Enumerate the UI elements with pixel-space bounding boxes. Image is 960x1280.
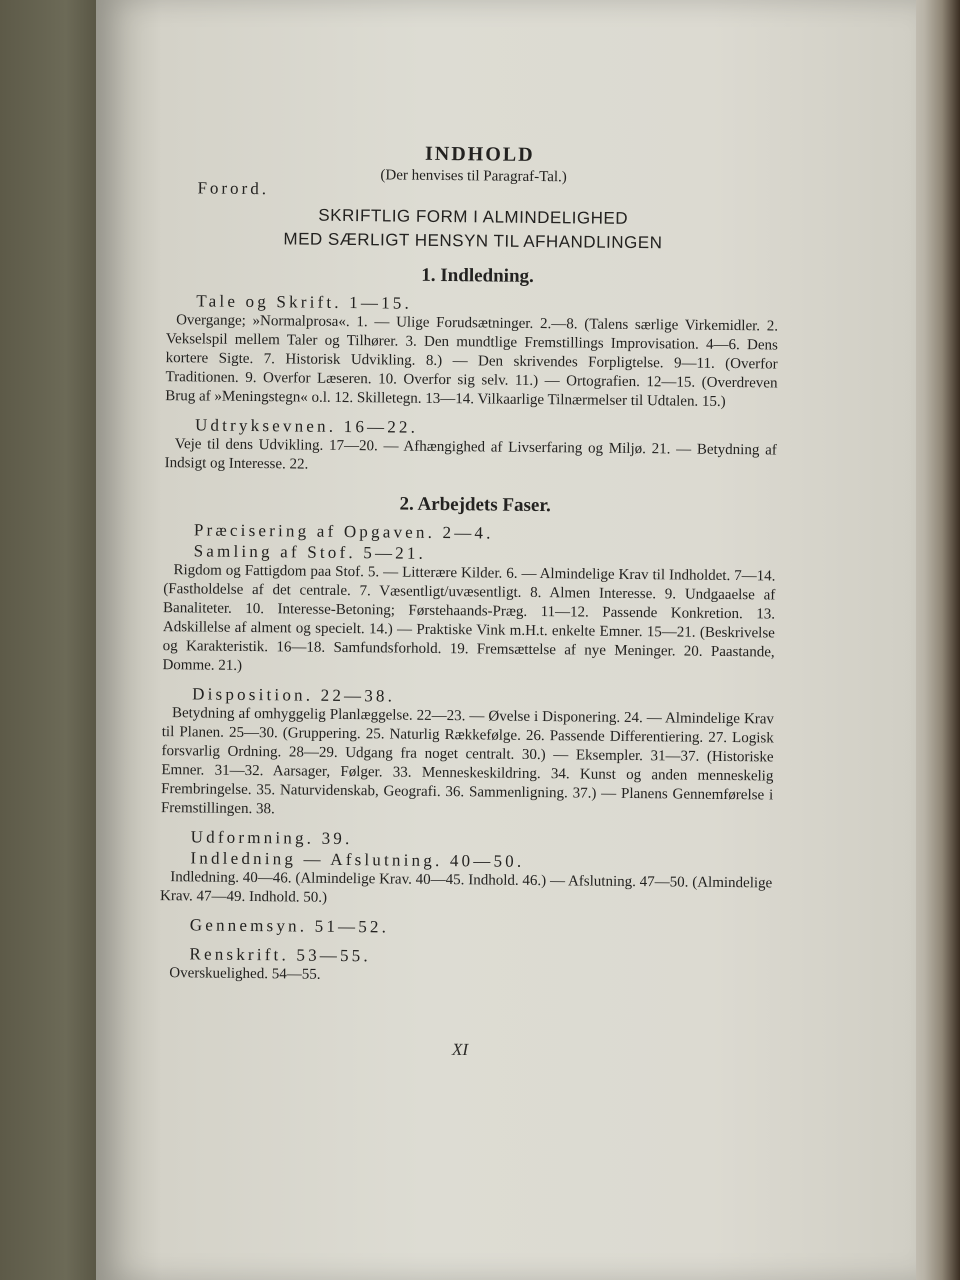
section-indledning-afslutning: Indledning — Afslutning. 40—50.	[190, 848, 525, 871]
section-tale-og-skrift-text: Overgange; »Normalprosa«. 1. — Ulige Forudsætninger. 2.—8. (Talens særlige Virkemidler. 2. Vekselspil mellem Taler og Tilhører. 3. Den mundtlige Fremstillings Improvisation. 4—6. Dens kortere Sigte. 7. Historisk Udvikling. 8.) — Den skrivendes Forpligtelse. 9—11. (Overfor Traditionen. 9. Overfor Læseren. 10. Overfor sig selv. 11.) — Ortografien. 12—15. (Overdreven Brug af »Meningstegn« o.l. 12. Skilletegn. 13—14. Vilkaarlige Tilnærmelser til Udtalen. 15.)	[165, 312, 779, 410]
section-gennemsyn: Gennemsyn. 51—52.	[189, 915, 390, 937]
part-title-line-1: SKRIFTLIG FORM I ALMINDELIGHED	[318, 205, 629, 228]
section-disposition: Disposition. 22—38.	[192, 684, 396, 706]
section-udformning: Udformning. 39.	[190, 827, 353, 849]
page-subtitle: (Der henvises til Paragraf-Tal.)	[380, 167, 567, 186]
section-indledning-afslutning-text: Indledning. 40—46. (Almindelige Krav. 40—45. Indhold. 46.) — Afslutning. 47—50. (Almindelige Krav. 47—49. Indhold. 50.)	[159, 869, 773, 906]
section-renskrift: Renskrift. 53—55.	[189, 944, 371, 966]
section-praecisering: Præcisering af Opgaven. 2—4.	[193, 520, 494, 543]
forord-entry: Forord.	[197, 178, 270, 199]
book-page	[96, 0, 916, 1280]
section-udtryksevnen-text: Veje til dens Udvikling. 17—20. — Afhængighed af Livserfaring og Miljø. 21. — Betydning af Indsigt og Interesse. 22.	[164, 436, 777, 473]
section-renskrift-text: Overskuelighed. 54—55.	[169, 965, 321, 983]
section-samling-af-stof-text: Rigdom og Fattigdom paa Stof. 5. — Litterære Kilder. 6. — Almindelige Krav til Indholdet. 7—14. (Fastholdelse af det centrale. 7. Væsentligt/uvæsentligt. 8. Almen Interesse. 9. Undgaaelse af Banaliteter. 10. Interesse-Betoning; Førstehaands-Præg. 11—12. Passende Konkretion. 13. Adskillelse af alment og specielt. 14.) — Praktiske Vink m.H.t. enkelte Emner. 15—21. (Beskrivelse og Karakteristik. 16—18. Samfundsforhold. 19. Fremsættelse af nye Meninger. 20. Paastande, Domme. 21.)	[162, 562, 776, 674]
section-disposition-text: Betydning af omhyggelig Planlæggelse. 22—23. — Øvelse i Disponering. 24. — Almindelige Krav til Planen. 25—30. (Gruppering. 25. Naturlig Rækkefølge. 26. Passende Differentiering. 27. Logisk forsvarlig Ordning. 28—29. Udgang fra noget centralt. 30.) — Eksempler. 31—37. (Historiske Emner. 31—32. Aarsager, Følger. 33. Menneskeskildring. 34. Kunst og anden menneskelig Frembringelse. 35. Naturvidenskab, Geografi. 36. Sammenligning. 37.) — Planens Gennemførelse i Fremstillingen. 38.	[160, 705, 775, 818]
table-of-contents	[149, 140, 780, 989]
page-title: INDHOLD	[424, 142, 535, 166]
section-udtryksevnen: Udtryksevnen. 16—22.	[194, 415, 419, 437]
chapter-2-title: 2. Arbejdets Faser.	[399, 493, 551, 517]
page-number: XI	[451, 1039, 469, 1060]
chapter-1-title: 1. Indledning.	[421, 264, 534, 287]
section-tale-og-skrift: Tale og Skrift. 1—15.	[196, 291, 413, 313]
section-samling-af-stof: Samling af Stof. 5—21.	[193, 541, 427, 563]
part-title-line-2: MED SÆRLIGT HENSYN TIL AFHANDLINGEN	[283, 229, 663, 253]
